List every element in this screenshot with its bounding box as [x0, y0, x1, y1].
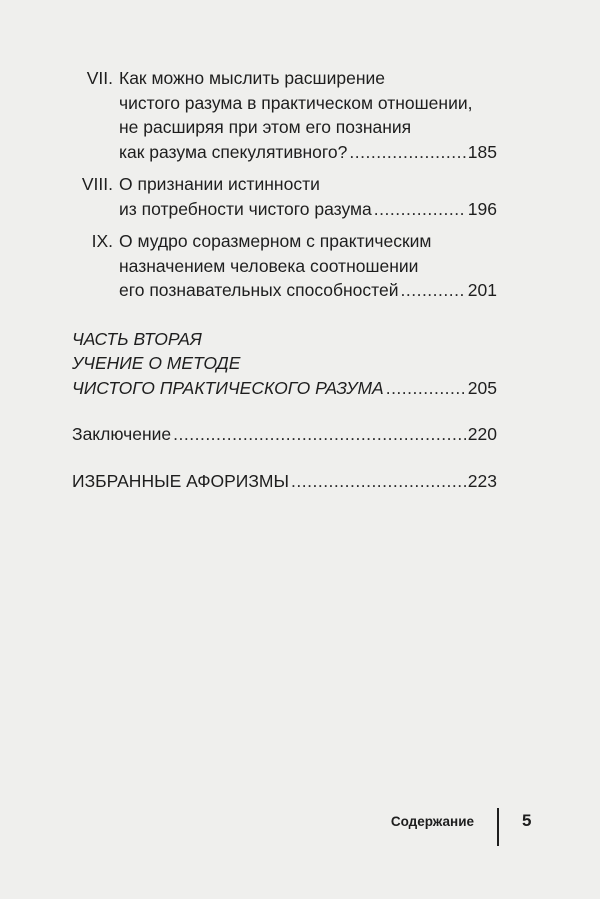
- chapter-number: VIII.: [81, 174, 113, 194]
- page-footer: [0, 808, 600, 848]
- toc-entry-chapter-ix: [72, 229, 497, 303]
- entry-title-line: ИЗБРАННЫЕ АФОРИЗМЫ: [72, 470, 290, 491]
- entry-last-line: [119, 197, 497, 222]
- part-heading-line: ЧИСТОГО ПРАКТИЧЕСКОГО РАЗУМА: [72, 377, 384, 398]
- entry-title-line: назначением человека соотношении: [119, 255, 419, 276]
- dot-leader: [401, 278, 466, 303]
- page-reference: 196: [467, 198, 497, 219]
- entry-last-line: [72, 422, 497, 447]
- entry-title-line: не расширяя при этом его познания: [119, 117, 412, 137]
- toc-entry-chapter-vii: [72, 66, 497, 164]
- dot-leader: [349, 140, 465, 165]
- part-heading-line: ЧАСТЬ ВТОРАЯ: [72, 328, 202, 349]
- page-reference: 201: [467, 280, 497, 300]
- dot-leader: [173, 422, 466, 447]
- entry-title-line: из потребности чистого разума: [119, 198, 372, 219]
- entry-title-line: О мудро соразмерном с практическим: [119, 231, 432, 251]
- entry-title-line: О признании истинности: [119, 174, 320, 194]
- entry-last-line: [119, 278, 497, 303]
- page-reference: 185: [467, 141, 497, 162]
- entry-title-line: Как можно мыслить расширение: [119, 68, 385, 88]
- page-reference: 223: [467, 470, 497, 491]
- entry-title-line: Заключение: [72, 424, 172, 444]
- entry-last-line: [119, 140, 497, 165]
- part-heading-line: УЧЕНИЕ О МЕТОДЕ: [72, 353, 241, 373]
- entry-last-line: [72, 376, 497, 401]
- dot-leader: [386, 376, 466, 401]
- chapter-number: VII.: [86, 68, 113, 88]
- page-number: 5: [522, 811, 532, 830]
- toc-entry-chapter-viii: [72, 172, 497, 221]
- toc-entry-part-two: [72, 327, 497, 401]
- chapter-number: IX.: [91, 231, 113, 251]
- dot-leader: [291, 469, 466, 494]
- entry-title-line: его познавательных способностей: [119, 280, 399, 300]
- entry-title-line: как разума спекулятивного?: [119, 141, 348, 162]
- entry-title-line: чистого разума в практическом отношении,: [119, 92, 473, 113]
- page-reference: 205: [467, 377, 497, 398]
- running-footer-label: Содержание: [390, 814, 474, 829]
- entry-last-line: [72, 469, 497, 494]
- dot-leader: [374, 197, 466, 222]
- toc-entry-conclusion: [72, 422, 497, 447]
- footer-divider: [497, 808, 499, 846]
- toc-entry-aphorisms: [72, 469, 497, 494]
- page-reference: 220: [467, 424, 497, 444]
- table-of-contents: [72, 66, 497, 493]
